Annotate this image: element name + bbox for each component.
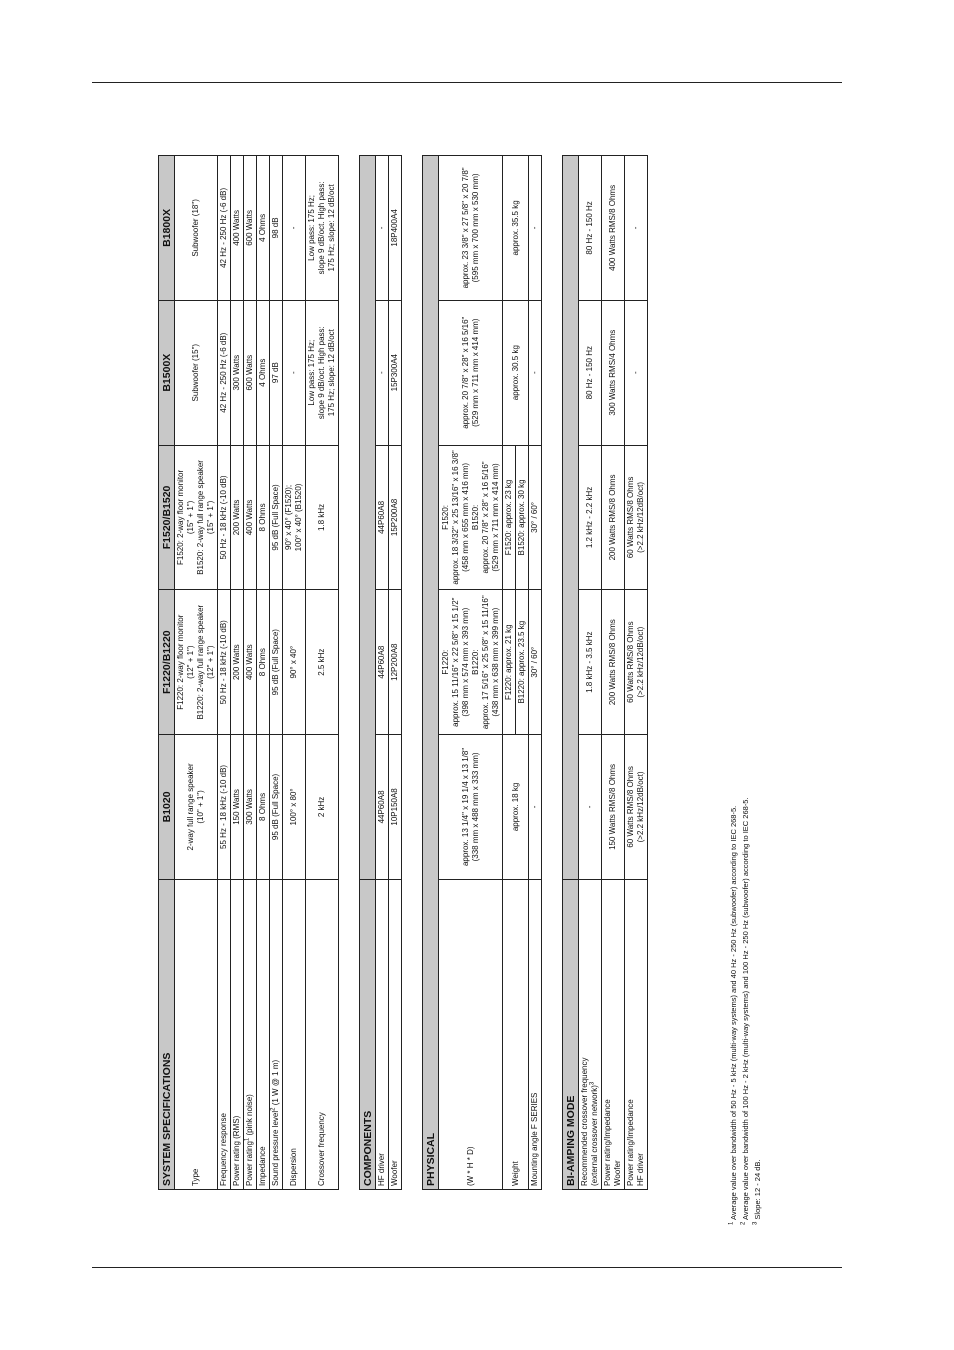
cell-line: 600 Watts [245, 210, 254, 246]
model-header: B1020 [159, 735, 175, 880]
table-cell [283, 590, 306, 735]
table-row [579, 156, 602, 1190]
row-label-text: (1 W @ 1 m) [271, 1059, 280, 1108]
dims-cell [439, 735, 503, 880]
table-row [257, 156, 270, 1190]
section-header-fill [360, 156, 376, 880]
cell-line: (15" + 1") [186, 500, 195, 535]
model-header: B1800X [159, 156, 175, 301]
table-cell [231, 445, 244, 590]
cell-line: 97 dB [271, 362, 280, 384]
cell-line: 400 Watts [245, 644, 254, 681]
table-cell [602, 156, 625, 301]
table-cell [602, 445, 625, 590]
cell-line: Subwoofer (18") [191, 199, 200, 257]
footnote-text: Average value over bandwidth of 100 Hz - 2 kHz (multi-way systems) and 100 Hz - 250 Hz (subwoofer) according to IEC 268-5. [741, 797, 750, 1222]
table-cell [625, 300, 648, 445]
cell-line: 8 Ohms [258, 792, 267, 821]
table-cell [244, 590, 257, 735]
footnote [752, 705, 764, 1225]
cell-line: 200 Watts RMS/8 Ohms [608, 474, 617, 561]
footnote-text: Slope: 12 - 24 dB. [753, 1159, 762, 1222]
cell-line: slope 9 dB/oct. High pass: [317, 181, 326, 275]
cell-line: 60 Watts RMS/8 Ohms [626, 621, 635, 703]
table-row [625, 156, 648, 1190]
cell-line: (595 mm x 700 mm x 530 mm) [470, 173, 480, 283]
table-cell [257, 445, 270, 590]
cell-line: 2 kHz [317, 796, 326, 818]
cell-line: F1520: 2-way floor monitor [176, 469, 185, 565]
cell-line: (438 mm x 638 mm x 399 mm) [490, 607, 500, 717]
cell-line: 1.8 kHz - 3.5 kHz [585, 631, 594, 693]
table-cell [579, 590, 602, 735]
table-cell [257, 300, 270, 445]
cell-line: 50 Hz - 18 kHz (-10 dB) [219, 620, 228, 705]
mounting-angle-label: Mounting angle F SERIES [529, 879, 542, 1189]
cell-line: 12P200A8 [390, 643, 399, 681]
cell-line: 600 Watts [245, 354, 254, 391]
row-label-text: Power rating/Impedance [603, 1099, 612, 1186]
cell-line: - [289, 371, 298, 375]
cell-line: B1520: 2-way full range speaker [196, 460, 205, 575]
section-title: BI-AMPING MODE [563, 879, 579, 1189]
footnote-number: 1 [728, 1221, 735, 1225]
footnote [728, 705, 740, 1225]
cell-line: 90° x 40° [289, 645, 298, 679]
cell-line: (15" + 1") [206, 500, 215, 535]
cell-line: 200 Watts [232, 644, 241, 681]
footnote-ref: 2 [270, 1107, 277, 1111]
cell-line: 8 Ohms [258, 648, 267, 677]
cell-line: F1220: [440, 649, 450, 675]
table-cell [244, 445, 257, 590]
table-cell [306, 590, 339, 735]
dims-cell [439, 445, 503, 590]
table-cell [389, 156, 402, 301]
table-cell [175, 300, 218, 445]
table-cell [283, 300, 306, 445]
cell-line: Low pass: 175 Hz; [307, 339, 316, 406]
cell-line: 4 Ohms [258, 358, 267, 387]
table-cell [579, 300, 602, 445]
table-row [306, 156, 339, 1190]
cell-line: 95 dB (Full Space) [271, 484, 280, 551]
weight-cell: approx. 35.5 kg [503, 156, 529, 301]
cell-line: 15P300A4 [390, 353, 399, 392]
row-label-text: Power rating [245, 1141, 254, 1186]
weight-cell: B1220: approx. 23.5 kg [516, 590, 529, 735]
cell-line: 50 Hz - 18 kHz (-10 dB) [219, 475, 228, 560]
table-cell [283, 445, 306, 590]
table-row [376, 156, 389, 1190]
table-cell [218, 445, 231, 590]
cell-line: 300 Watts [232, 354, 241, 391]
table-cell [602, 300, 625, 445]
section-title: COMPONENTS [360, 879, 376, 1189]
table-cell [625, 156, 648, 301]
table-cell [376, 735, 389, 880]
cell-line: 400 Watts [245, 499, 254, 536]
cell-line: 80 Hz - 150 Hz [585, 201, 594, 255]
system-specifications-table [158, 155, 339, 1190]
section-header-row [360, 156, 376, 1190]
row-label [218, 879, 231, 1189]
section-title: SYSTEM SPECIFICATIONS [159, 879, 175, 1189]
weight-cell: F1520: approx. 23 kg [503, 445, 516, 590]
row-label [579, 879, 602, 1189]
cell-line: B1220: [470, 649, 480, 675]
row-label-text: (external crossover network) [590, 1085, 599, 1186]
cell-line: 4 Ohms [258, 213, 267, 242]
physical-title: PHYSICAL [423, 156, 439, 1190]
row-label-text: Type [191, 1168, 200, 1186]
row-label-text: Dispersion [289, 1148, 298, 1186]
cell-line: 2-way full range speaker [186, 763, 195, 851]
table-cell [376, 300, 389, 445]
cell-line: 8 Ohms [258, 503, 267, 532]
cell-line: - [631, 226, 640, 230]
table-cell [270, 300, 283, 445]
model-header: F1220/B1220 [159, 590, 175, 735]
cell-line: (338 mm x 488 mm x 333 mm) [470, 752, 480, 862]
table-cell [306, 156, 339, 301]
footnote-number: 3 [752, 1221, 759, 1225]
cell-line: (>2.2 kHz/12dB/oct) [636, 771, 645, 843]
cell-line: 10P150A8 [390, 788, 399, 826]
angle-cell: 30° / 60° [529, 445, 542, 590]
table-row [439, 156, 503, 1190]
cell-line: slope 9 dB/oct. High pass: [317, 326, 326, 420]
cell-line: F1220: 2-way floor monitor [176, 614, 185, 710]
bi-amping-table [562, 155, 648, 1190]
row-label-text: Woofer [613, 1160, 622, 1186]
weight-cell: B1520: approx. 30 kg [516, 445, 529, 590]
table-cell [602, 735, 625, 880]
footnote-number: 2 [740, 1221, 747, 1225]
table-cell [270, 156, 283, 301]
cell-line: 300 Watts RMS/4 Ohms [608, 329, 617, 416]
table-row [283, 156, 306, 1190]
table-cell [389, 590, 402, 735]
cell-line: 44P60A8 [377, 500, 386, 534]
table-cell [231, 735, 244, 880]
footnote-ref: 3 [589, 1081, 596, 1086]
table-cell [579, 445, 602, 590]
dims-label: (W * H * D) [439, 879, 503, 1189]
cell-line: - [631, 371, 640, 375]
cell-line: 150 Watts [232, 789, 241, 825]
cell-line: approx. 15 11/16" x 22 5/8" x 15 1/2" [450, 597, 460, 727]
cell-line: 80 Hz - 150 Hz [585, 346, 594, 400]
cell-line: 18P400A4 [390, 209, 399, 247]
cell-line: 98 dB [271, 217, 280, 239]
table-cell [283, 735, 306, 880]
cell-line: 1.8 kHz [317, 503, 326, 531]
row-label-text: Power rating/Impedance [626, 1099, 635, 1186]
bottom-rule [92, 1267, 842, 1268]
cell-line: - [377, 226, 386, 230]
weight-cell: F1220: approx. 21 kg [503, 590, 516, 735]
angle-cell: - [529, 735, 542, 880]
components-table [359, 155, 402, 1190]
row-label-text: Impedance [258, 1146, 267, 1186]
row-label-text: Woofer [390, 1160, 399, 1186]
row-label-text: Sound pressure level [271, 1110, 280, 1186]
cell-line: (529 mm x 711 mm x 414 mm) [470, 318, 480, 427]
model-header: F1520/B1520 [159, 445, 175, 590]
section-header-fill [563, 156, 579, 880]
row-label [306, 879, 339, 1189]
row-label-text: Crossover frequency [317, 1112, 326, 1186]
table-row [529, 156, 542, 1190]
model-header: B1500X [159, 300, 175, 445]
cell-line: Low pass: 175 Hz; [307, 195, 316, 261]
cell-line: approx. 18 3/32" x 25 13/16" x 16 3/8" [450, 450, 460, 585]
cell-line: B1520: [470, 504, 480, 531]
cell-line: 200 Watts [232, 499, 241, 536]
table-cell [376, 156, 389, 301]
table-cell [376, 590, 389, 735]
weight-cell: approx. 30.5 kg [503, 300, 529, 445]
cell-line: F1520: [440, 504, 450, 530]
cell-line: 200 Watts RMS/8 Ohms [608, 619, 617, 706]
cell-line: Subwoofer (15") [191, 343, 200, 402]
row-label-text: (pink noise) [245, 1094, 254, 1138]
table-row [270, 156, 283, 1190]
cell-line: (>2.2 kHz/12dB/oct) [636, 626, 645, 698]
dims-cell [439, 590, 503, 735]
table-cell [244, 156, 257, 301]
cell-line: (12" + 1") [206, 645, 215, 679]
row-label [175, 879, 218, 1189]
row-label-text: HF driver [377, 1153, 386, 1186]
table-row [231, 156, 244, 1190]
table-cell [389, 300, 402, 445]
row-label-text: Frequency response [219, 1113, 228, 1186]
cell-line: 60 Watts RMS/8 Ohms [626, 476, 635, 559]
table-cell [306, 735, 339, 880]
cell-line: 44P60A8 [377, 790, 386, 824]
row-label [244, 879, 257, 1189]
dims-cell [439, 156, 503, 301]
cell-line: 400 Watts [232, 210, 241, 246]
top-rule [92, 82, 842, 83]
table-row [389, 156, 402, 1190]
cell-line: 400 Watts RMS/8 Ohms [608, 184, 617, 271]
cell-line: 44P60A8 [377, 645, 386, 679]
physical-table [422, 155, 542, 1190]
cell-line: 100° x 40° (B1520) [294, 483, 303, 552]
table-cell [579, 735, 602, 880]
table-cell [270, 445, 283, 590]
table-cell [579, 156, 602, 301]
row-label [376, 879, 389, 1189]
cell-line: 175 Hz; slope: 12 dB/oct [327, 329, 336, 417]
cell-line: 300 Watts [245, 789, 254, 825]
table-row [244, 156, 257, 1190]
table-row [175, 156, 218, 1190]
cell-line: (12" + 1") [186, 645, 195, 679]
row-label [389, 879, 402, 1189]
cell-line: 90° x 40° (F1520); [284, 484, 293, 550]
cell-line: approx. 17 5/16" x 25 5/8" x 15 11/16" [480, 595, 490, 730]
cell-line: 175 Hz; slope: 12 dB/oct [327, 184, 336, 272]
row-label [257, 879, 270, 1189]
spec-tables [158, 155, 710, 1190]
cell-line: approx. 23 3/8" x 27 5/8" x 20 7/8" [460, 167, 470, 289]
weight-cell: approx. 18 kg [503, 735, 529, 880]
dims-cell [439, 300, 503, 445]
table-cell [376, 445, 389, 590]
table-cell [175, 735, 218, 880]
table-cell [231, 590, 244, 735]
table-row [602, 156, 625, 1190]
table-cell [244, 735, 257, 880]
cell-line: 55 Hz - 18 kHz (-10 dB) [219, 764, 228, 849]
table-cell [257, 735, 270, 880]
cell-line: 1.2 kHz - 2.2 kHz [585, 486, 594, 549]
row-label [231, 879, 244, 1189]
footnote-ref: 1 [244, 1137, 251, 1142]
cell-line: (529 mm x 711 mm x 414 mm) [490, 463, 500, 572]
table-cell [625, 590, 648, 735]
table-cell [602, 590, 625, 735]
table-row [503, 156, 516, 1190]
table-cell [231, 300, 244, 445]
cell-line: (398 mm x 574 mm x 393 mm) [460, 607, 470, 717]
cell-line: 15P200A8 [390, 498, 399, 537]
row-label [602, 879, 625, 1189]
table-cell [175, 156, 218, 301]
cell-line: approx. 20 7/8" x 28" x 16 5/16" [460, 316, 470, 429]
table-cell [175, 590, 218, 735]
angle-cell: - [529, 300, 542, 445]
cell-line: 95 dB (Full Space) [271, 629, 280, 696]
row-label [283, 879, 306, 1189]
table-cell [306, 300, 339, 445]
table-cell [231, 156, 244, 301]
table-cell [218, 156, 231, 301]
table-cell [257, 590, 270, 735]
cell-line: - [377, 371, 386, 375]
cell-line: 42 Hz - 250 Hz (-6 dB) [219, 332, 228, 413]
table-cell [283, 156, 306, 301]
table-cell [306, 445, 339, 590]
cell-line: approx. 13 1/4" x 19 1/4 x 13 1/8" [460, 747, 470, 867]
cell-line: 60 Watts RMS/8 Ohms [626, 766, 635, 848]
table-cell [218, 735, 231, 880]
cell-line: - [289, 226, 298, 230]
cell-line: (458 mm x 655 mm x 416 mm) [460, 462, 470, 572]
table-cell [257, 156, 270, 301]
table-cell [218, 590, 231, 735]
section-header-row [563, 156, 579, 1190]
table-cell [389, 735, 402, 880]
row-label [270, 879, 283, 1189]
table-cell [625, 735, 648, 880]
weight-label: Weight [503, 879, 529, 1189]
footnote [740, 705, 752, 1225]
section-header-row [159, 156, 175, 1190]
row-label-text: Power rating (RMS) [232, 1115, 241, 1186]
cell-line: B1220: 2-way full range speaker [196, 604, 205, 720]
cell-line: approx. 20 7/8" x 28" x 16 5/16" [480, 461, 490, 574]
cell-line: (>2.2 kHz/12dB/oct) [636, 481, 645, 553]
angle-cell: - [529, 156, 542, 301]
row-label-text: Recommended crossover frequency [580, 1057, 589, 1186]
cell-line: 150 Watts RMS/8 Ohms [608, 763, 617, 850]
cell-line: 2.5 kHz [317, 648, 326, 676]
table-cell [175, 445, 218, 590]
row-label-text: HF driver [636, 1153, 645, 1186]
cell-line: 42 Hz - 250 Hz (-6 dB) [219, 187, 228, 268]
table-cell [389, 445, 402, 590]
cell-line: 95 dB (Full Space) [271, 773, 280, 841]
cell-line: - [585, 805, 594, 809]
table-cell [625, 445, 648, 590]
row-label [625, 879, 648, 1189]
table-cell [244, 300, 257, 445]
cell-line: 100° x 80° [289, 788, 298, 826]
table-cell [270, 590, 283, 735]
table-cell [270, 735, 283, 880]
table-cell [218, 300, 231, 445]
footnote-text: Average value over bandwidth of 50 Hz - 5 kHz (multi-way systems) and 40 Hz - 250 Hz (subwoofer) according to IEC 268-5. [729, 805, 738, 1222]
table-row [218, 156, 231, 1190]
angle-cell: 30° / 60° [529, 590, 542, 735]
cell-line: (10" + 1") [196, 790, 205, 824]
